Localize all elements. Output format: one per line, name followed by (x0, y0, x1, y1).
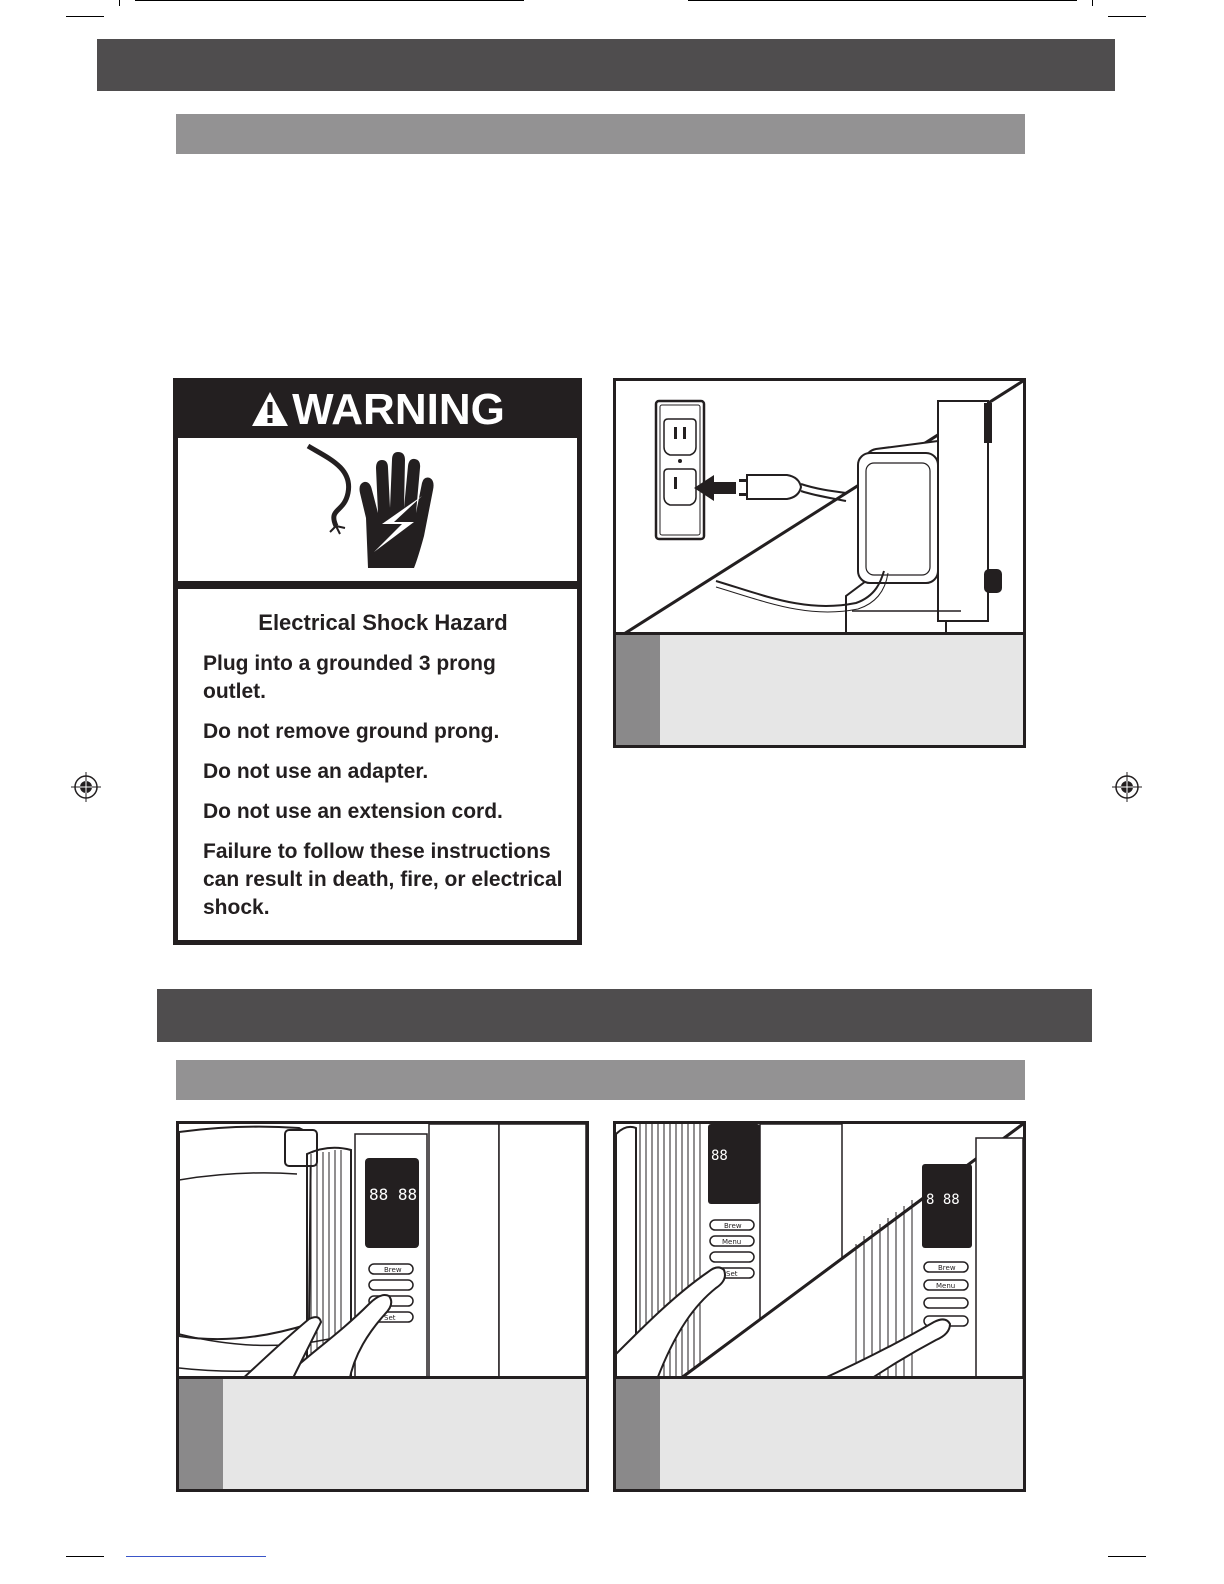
crop-mark-bottom-left-h (66, 1556, 104, 1557)
registration-mark-right-icon (1112, 772, 1142, 802)
svg-text:8 88: 8 88 (926, 1192, 960, 1208)
warning-line-4: Do not use an extension cord. (203, 800, 503, 823)
warning-line-1: Plug into a grounded 3 prong outlet. (203, 652, 496, 703)
warning-triangle-icon (250, 390, 290, 428)
svg-text:88 88: 88 88 (369, 1185, 418, 1204)
illustration-brew-label: Brew (384, 1266, 402, 1274)
warning-line-3: Do not use an adapter. (203, 760, 429, 783)
svg-text:Brew: Brew (938, 1264, 956, 1272)
figure-press-button (176, 1121, 589, 1492)
crop-mark-top-right-h (1108, 16, 1146, 17)
shock-hazard-picture (178, 438, 577, 581)
warning-title: WARNING (292, 385, 505, 434)
crop-mark-top-left-h (66, 16, 104, 17)
svg-text:Menu: Menu (936, 1282, 956, 1290)
subsection-bar-top (176, 114, 1025, 154)
warning-panel (173, 378, 582, 945)
press-button-illustration (179, 1124, 586, 1382)
registration-mark-left-icon (71, 772, 101, 802)
figure-number-cell-2 (179, 1379, 223, 1489)
warning-header (173, 378, 582, 438)
figure-number-cell-3 (616, 1379, 660, 1489)
section-header-bar-top (97, 39, 1115, 91)
crop-mark-top-bar-left (135, 0, 524, 1)
section-header-bar-bottom (157, 989, 1092, 1042)
warning-line-2: Do not remove ground prong. (203, 720, 500, 743)
crop-mark-top-right-v (1092, 0, 1093, 6)
illustration-set-label: Set (384, 1314, 396, 1322)
crop-mark-top-bar-right (688, 0, 1077, 1)
figure-set-clock (613, 1121, 1026, 1492)
set-clock-illustration (616, 1124, 1023, 1382)
svg-text:Set: Set (726, 1270, 738, 1278)
electric-shock-hand-icon (178, 438, 577, 581)
figure-caption-1 (616, 632, 1023, 745)
svg-text:Menu: Menu (722, 1238, 742, 1246)
figure-caption-2 (179, 1376, 586, 1489)
warning-text-panel (178, 589, 577, 940)
crop-mark-top-left-v (119, 0, 120, 6)
figure-plug-outlet (613, 378, 1026, 748)
figure-number-cell-1 (616, 635, 660, 745)
crop-mark-bottom-right-h (1108, 1556, 1146, 1557)
subsection-bar-bottom (176, 1060, 1025, 1100)
warning-line-5: Failure to follow these instructions can result in death, fire, or electrical shock. (203, 840, 563, 919)
plug-into-outlet-illustration (616, 381, 1023, 639)
figure-caption-3 (616, 1376, 1023, 1489)
hazard-title: Electrical Shock Hazard (258, 610, 508, 635)
crop-mark-bottom-left-bar (126, 1556, 266, 1557)
svg-text:88: 88 (711, 1148, 728, 1164)
svg-text:Brew: Brew (724, 1222, 742, 1230)
